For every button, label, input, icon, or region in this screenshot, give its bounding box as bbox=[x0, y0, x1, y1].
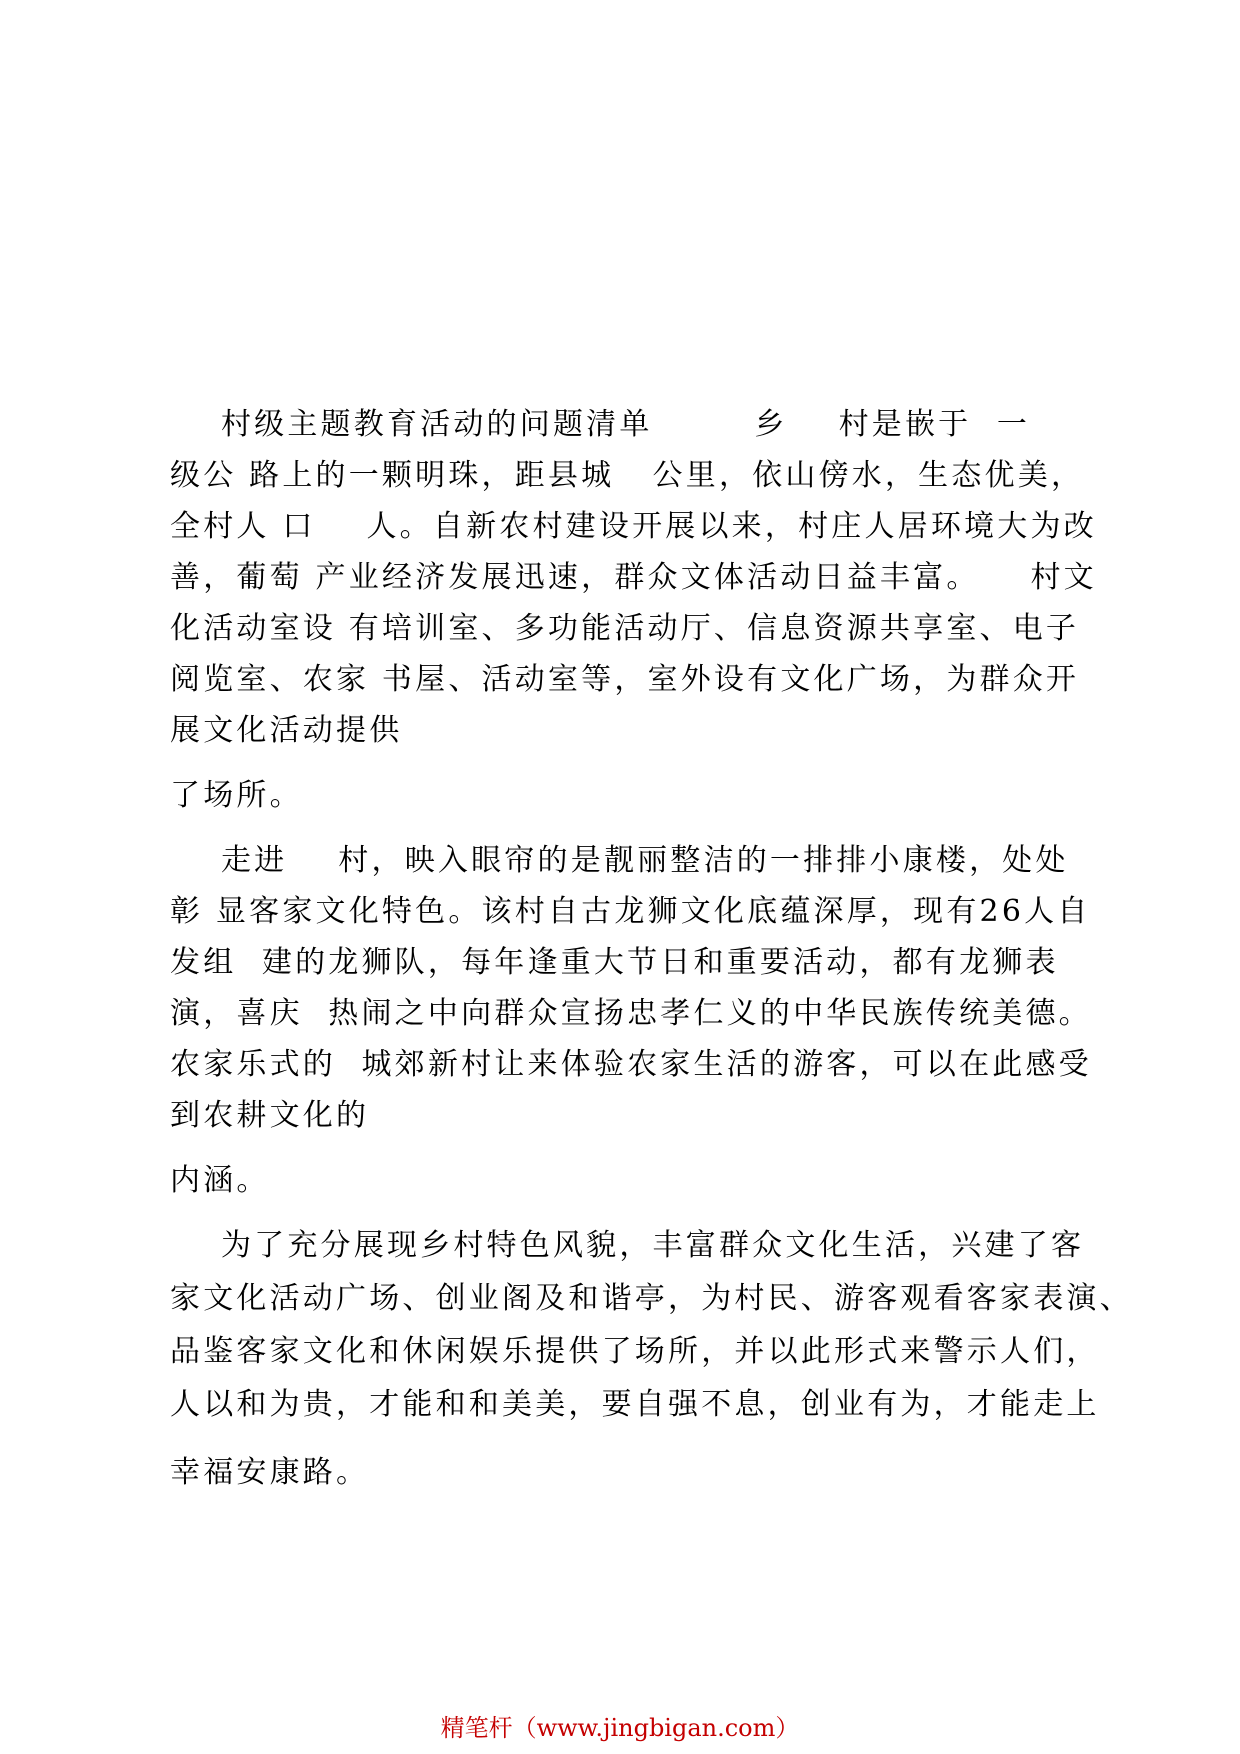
paragraph-line: 彰 显客家文化特色。该村自古龙狮文化底蕴深厚，现有26人自 bbox=[170, 894, 1091, 929]
paragraph-line: 幸福安康路。 bbox=[170, 1455, 370, 1490]
paragraph-line: 化活动室设 有培训室、多功能活动厅、信息资源共享室、电子 bbox=[170, 611, 1080, 646]
paragraph-line: 级公 路上的一颗明珠，距县城 公里，依山傍水，生态优美， bbox=[170, 458, 1085, 493]
paragraph-line: 善，葡萄 产业经济发展迅速，群众文体活动日益丰富。 村文 bbox=[170, 560, 1097, 595]
paragraph-line: 走进 村，映入眼帘的是靓丽整洁的一排排小康楼，处处 bbox=[170, 843, 1069, 878]
paragraph-line: 内涵。 bbox=[170, 1163, 270, 1198]
paragraph-line: 村级主题教育活动的问题清单 乡 村是嵌于 一 bbox=[170, 407, 1031, 442]
paragraph-line: 阅览室、农家 书屋、活动室等，室外设有文化广场，为群众开 bbox=[170, 662, 1080, 697]
paragraph-line: 了场所。 bbox=[170, 778, 303, 813]
paragraph-line: 人以和为贵，才能和和美美，要自强不息，创业有为，才能走上 bbox=[170, 1387, 1100, 1422]
paragraph-line: 农家乐式的 城郊新村让来体验农家生活的游客，可以在此感受 bbox=[170, 1047, 1092, 1082]
paragraph-line: 发组 建的龙狮队，每年逢重大节日和重要活动，都有龙狮表 bbox=[170, 945, 1059, 980]
paragraph-line: 品鉴客家文化和休闲娱乐提供了场所，并以此形式来警示人们， bbox=[170, 1334, 1100, 1369]
paragraph-line: 为了充分展现乡村特色风貌，丰富群众文化生活，兴建了客 bbox=[170, 1228, 1085, 1263]
paragraph-line: 到农耕文化的 bbox=[170, 1098, 370, 1133]
paragraph-line: 家文化活动广场、创业阁及和谐亭，为村民、游客观看客家表演、 bbox=[170, 1281, 1133, 1316]
paragraph-line: 展文化活动提供 bbox=[170, 713, 403, 748]
paragraph-line: 演，喜庆 热闹之中向群众宣扬忠孝仁义的中华民族传统美德。 bbox=[170, 996, 1092, 1031]
paragraph-line: 全村人 口 人。自新农村建设开展以来，村庄人居环境大为改 bbox=[170, 509, 1097, 544]
footer-watermark-link[interactable]: 精笔杆（www.jingbigan.com） bbox=[440, 1714, 800, 1742]
